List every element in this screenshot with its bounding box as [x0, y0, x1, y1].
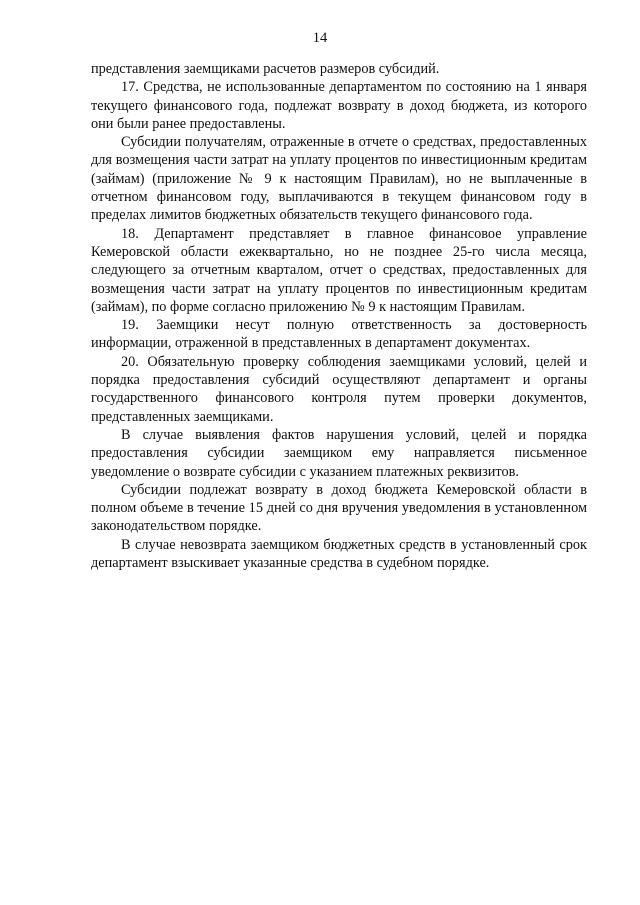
paragraph-clause-20: 20. Обязательную проверку соблюдения заемщиками условий, целей и порядка предоставления субсидий осуществляют департамент и органы государственного финансового контроля путем проверки документов, представленных заемщиками. [91, 353, 587, 425]
paragraph-clause-19: 19. Заемщики несут полную ответственность за достоверность информации, отраженной в представленных в департамент документах. [91, 317, 587, 352]
paragraph-refund-term: Субсидии подлежат возврату в доход бюджета Кемеровской области в полном объеме в течение 15 дней со дня вручения уведомления в установленном законодательством порядке. [91, 481, 587, 535]
document-body [91, 60, 587, 572]
paragraph-clause-18: 18. Департамент представляет в главное финансовое управление Кемеровской области ежеквартально, но не позднее 25-го числа месяца, следующего за отчетным кварталом, отчет о средствах, предоставленных для возмещения части затрат на уплату процентов по инвестиционным кредитам (займам), по форме согласно приложению № 9 к настоящим Правилам. [91, 225, 587, 315]
paragraph-clause-17: 17. Средства, не использованные департаментом по состоянию на 1 января текущего финансового года, подлежат возврату в доход бюджета, из которого они были ранее предоставлены. [91, 79, 587, 132]
paragraph-unpaid-subsidies: Субсидии получателям, отраженные в отчете о средствах, предоставленных для возмещения части затрат на уплату процентов по инвестиционным кредитам (займам) (приложение № 9 к настоящим Правилам), но не выплаченные в отчетном финансовом году, выплачиваются в текущем финансовом году в пределах лимитов бюджетных обязательств текущего финансового года. [91, 134, 587, 224]
paragraph-court-recovery: В случае невозврата заемщиком бюджетных средств в установленный срок департамент взыскивает указанные средства в судебном порядке. [91, 536, 587, 572]
page-number: 14 [312, 30, 328, 46]
paragraph-continuation: представления заемщиками расчетов размеров субсидий. [91, 61, 440, 77]
paragraph-violation-notice: В случае выявления фактов нарушения условий, целей и порядка предоставления субсидии заемщиком ему направляется письменное уведомление о возврате субсидии с указанием платежных реквизитов. [91, 426, 587, 480]
